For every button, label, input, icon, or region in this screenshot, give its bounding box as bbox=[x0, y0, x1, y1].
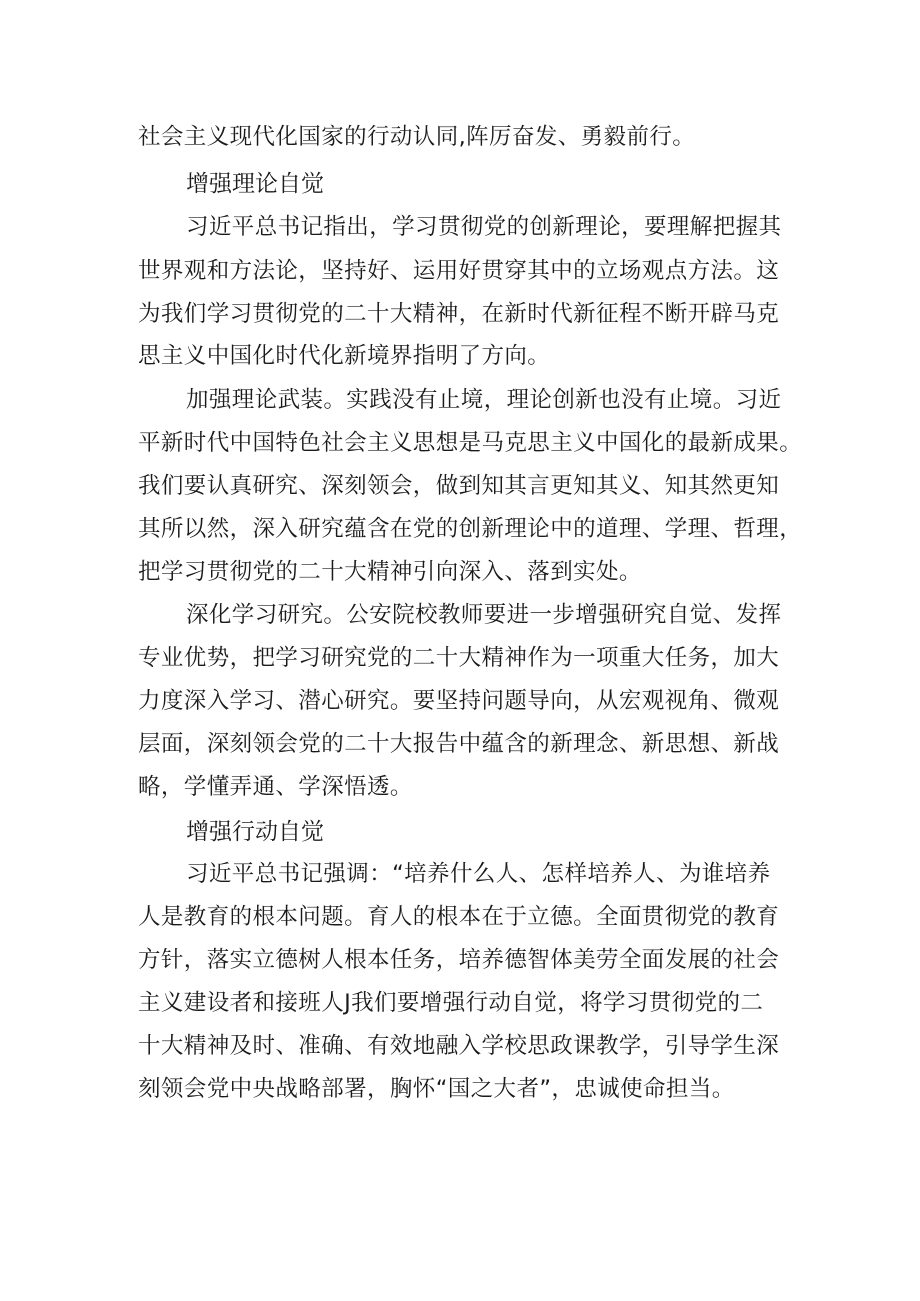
paragraph-line: 习近平总书记指出，学习贯彻党的创新理论，要理解把握其 bbox=[186, 214, 782, 240]
paragraph-line: 其所以然，深入研究蕴含在党的创新理论中的道理、学理、哲理， bbox=[138, 516, 803, 542]
paragraph-line: 习近平总书记强调：“培养什么人、怎样培养人、为谁培养 bbox=[186, 861, 771, 887]
paragraph-line: 力度深入学习、潜心研究。要坚持问题导向，从宏观视角、微观 bbox=[138, 688, 780, 714]
paragraph-line: 把学习贯彻党的二十大精神引向深入、落到实处。 bbox=[138, 559, 642, 585]
paragraph-line: 主义建设者和接班人J我们要增强行动自觉，将学习贯彻党的二 bbox=[138, 990, 764, 1016]
paragraph-line: 刻领会党中央战略部署，胸怀“国之大者”，忠诚使命担当。 bbox=[138, 1076, 735, 1102]
paragraph-line: 社会主义现代化国家的行动认同,阵厉奋发、勇毅前行。 bbox=[138, 124, 696, 150]
section-heading-theory: 增强理论自觉 bbox=[186, 170, 324, 196]
paragraph-line: 专业优势，把学习研究党的二十大精神作为一项重大任务，加大 bbox=[138, 645, 780, 671]
paragraph-line: 十大精神及时、准确、有效地融入学校思政课教学，引导学生深 bbox=[138, 1033, 780, 1059]
paragraph-line: 略，学懂弄通、学深悟透。 bbox=[138, 774, 413, 800]
section-heading-action: 增强行动自觉 bbox=[186, 818, 324, 844]
paragraph-line: 深化学习研究。公安院校教师要进一步增强研究自觉、发挥 bbox=[186, 602, 782, 628]
paragraph-line: 我们要认真研究、深刻领会，做到知其言更知其义、知其然更知 bbox=[138, 473, 780, 499]
paragraph-line: 思主义中国化时代化新境界指明了方向。 bbox=[138, 343, 551, 369]
paragraph-line: 加强理论武装。实践没有止境，理论创新也没有止境。习近 bbox=[186, 387, 782, 413]
paragraph-line: 世界观和方法论，坚持好、运用好贯穿其中的立场观点方法。这 bbox=[138, 258, 780, 284]
paragraph-line: 人是教育的根本问题。育人的根本在于立德。全面贯彻党的教育 bbox=[138, 904, 780, 930]
paragraph-line: 为我们学习贯彻党的二十大精神，在新时代新征程不断开辟马克 bbox=[138, 301, 780, 327]
paragraph-line: 方针，落实立德树人根本任务，培养德智体美劳全面发展的社会 bbox=[138, 947, 780, 973]
paragraph-line: 层面，深刻领会党的二十大报告中蕴含的新理念、新思想、新战 bbox=[138, 731, 780, 757]
paragraph-line: 平新时代中国特色社会主义思想是马克思主义中国化的最新成果。 bbox=[138, 430, 803, 456]
